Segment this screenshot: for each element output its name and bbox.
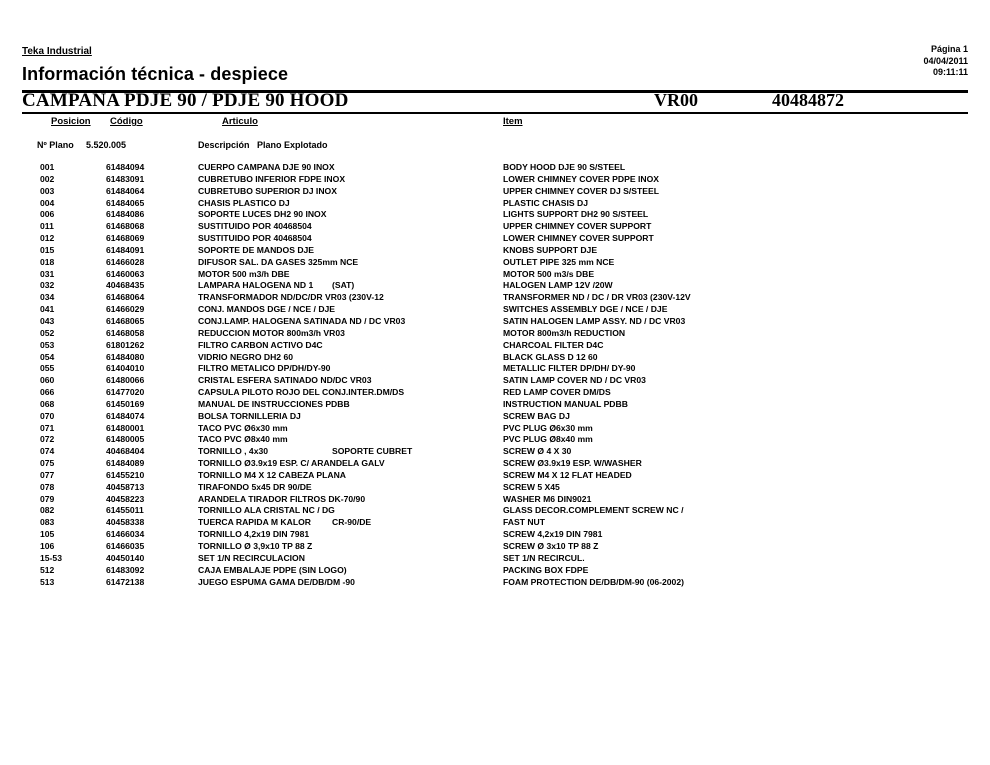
cell-articulo: CUBRETUBO SUPERIOR DJ INOX xyxy=(198,185,337,196)
cell-codigo: 61484086 xyxy=(106,209,145,220)
cell-item: GLASS DECOR.COMPLEMENT SCREW NC / xyxy=(503,505,684,516)
cell-articulo: SOPORTE LUCES DH2 90 INOX xyxy=(198,209,327,220)
cell-item: SCREW Ø 4 X 30 xyxy=(503,446,572,457)
cell-item: METALLIC FILTER DP/DH/ DY-90 xyxy=(503,363,636,374)
table-row xyxy=(0,186,990,198)
table-row xyxy=(0,565,990,577)
cell-codigo: 40458223 xyxy=(106,493,145,504)
cell-codigo: 61480001 xyxy=(106,422,145,433)
cell-item: PLASTIC CHASIS DJ xyxy=(503,197,588,208)
cell-item: UPPER CHIMNEY COVER SUPPORT xyxy=(503,221,652,232)
table-row xyxy=(0,470,990,482)
print-time: 09:11:11 xyxy=(932,67,968,77)
cell-item: LIGHTS SUPPORT DH2 90 S/STEEL xyxy=(503,209,649,220)
cell-articulo: CUERPO CAMPANA DJE 90 INOX xyxy=(198,162,335,172)
table-row xyxy=(0,446,990,458)
cell-codigo: 61801262 xyxy=(106,339,145,350)
cell-posicion: 077 xyxy=(40,469,55,480)
table-row xyxy=(0,577,990,589)
cell-item: PVC PLUG Ø8x40 mm xyxy=(503,434,593,445)
cell-articulo: MANUAL DE INSTRUCCIONES PDBB xyxy=(198,398,350,409)
table-row xyxy=(0,245,990,257)
cell-posicion: 054 xyxy=(40,351,55,362)
cell-item: OUTLET PIPE 325 mm NCE xyxy=(503,256,615,267)
parts-table-body xyxy=(0,162,990,588)
cell-posicion: 074 xyxy=(40,446,55,457)
cell-articulo: FILTRO METALICO DP/DH/DY-90 xyxy=(198,363,331,374)
cell-articulo: CHASIS PLASTICO DJ xyxy=(198,197,290,208)
cell-codigo: 61480066 xyxy=(106,375,145,386)
cell-articulo: SOPORTE DE MANDOS DJE xyxy=(198,244,315,255)
cell-item: FAST NUT xyxy=(503,517,546,528)
cell-item: BLACK GLASS D 12 60 xyxy=(503,351,598,362)
cell-posicion: 031 xyxy=(40,268,55,279)
cell-posicion: 052 xyxy=(40,327,55,338)
cell-posicion: 079 xyxy=(40,493,55,504)
cell-posicion: 012 xyxy=(40,233,55,244)
cell-articulo: TACO PVC Ø8x40 mm xyxy=(198,434,288,445)
table-column-headers xyxy=(0,116,990,130)
cell-articulo-note: (SAT) xyxy=(332,280,355,291)
cell-posicion: 055 xyxy=(40,363,55,374)
cell-item: SCREW M4 X 12 FLAT HEADED xyxy=(503,469,632,480)
cell-item: LOWER CHIMNEY COVER SUPPORT xyxy=(503,233,654,244)
table-row xyxy=(0,304,990,316)
cell-posicion: 072 xyxy=(40,434,55,445)
cell-codigo: 61484089 xyxy=(106,458,145,469)
cell-item: WASHER M6 DIN9021 xyxy=(503,493,592,504)
table-row xyxy=(0,352,990,364)
cell-articulo: TORNILLO ALA CRISTAL NC / DG xyxy=(198,505,335,516)
table-row xyxy=(0,541,990,553)
cell-articulo: TUERCA RAPIDA M KALOR xyxy=(198,517,311,528)
table-row xyxy=(0,328,990,340)
cell-posicion: 004 xyxy=(40,197,55,208)
cell-item: CHARCOAL FILTER D4C xyxy=(503,339,604,350)
model-title-band xyxy=(22,91,968,112)
cell-posicion: 512 xyxy=(40,564,55,575)
cell-posicion: 082 xyxy=(40,505,55,516)
reference-code: 40484872 xyxy=(772,90,844,110)
cell-codigo: 61450169 xyxy=(106,398,145,409)
table-row xyxy=(0,221,990,233)
cell-articulo: SUSTITUIDO POR 40468504 xyxy=(198,221,312,232)
cell-posicion: 105 xyxy=(40,529,55,540)
cell-item: SATIN LAMP COVER ND / DC VR03 xyxy=(503,375,646,386)
cell-item: INSTRUCTION MANUAL PDBB xyxy=(503,398,628,409)
cell-articulo: CAJA EMBALAJE PDPE (SIN LOGO) xyxy=(198,564,347,575)
cell-articulo: TACO PVC Ø6x30 mm xyxy=(198,422,288,433)
cell-codigo: 61477020 xyxy=(106,387,145,398)
cell-item: UPPER CHIMNEY COVER DJ S/STEEL xyxy=(503,185,659,196)
cell-codigo: 61404010 xyxy=(106,363,145,374)
cell-articulo: VIDRIO NEGRO DH2 60 xyxy=(198,351,294,362)
cell-articulo: DIFUSOR SAL. DA GASES 325mm NCE xyxy=(198,256,359,267)
table-row xyxy=(0,423,990,435)
cell-item: HALOGEN LAMP 12V /20W xyxy=(503,280,613,291)
cell-codigo: 61483092 xyxy=(106,564,145,575)
cell-articulo: ARANDELA TIRADOR FILTROS DK-70/90 xyxy=(198,493,366,504)
cell-codigo: 40458338 xyxy=(106,517,145,528)
cell-codigo: 61484074 xyxy=(106,410,145,421)
table-row xyxy=(0,198,990,210)
cell-articulo: TORNILLO Ø3.9x19 ESP. C/ ARANDELA GALV xyxy=(198,458,385,469)
cell-codigo: 61468065 xyxy=(106,315,145,326)
table-row xyxy=(0,174,990,186)
page-title: Información técnica - despiece xyxy=(22,64,289,84)
version-code: VR00 xyxy=(654,90,698,110)
cell-posicion: 068 xyxy=(40,398,55,409)
table-row xyxy=(0,458,990,470)
table-row xyxy=(0,363,990,375)
cell-posicion: 060 xyxy=(40,375,55,386)
table-row xyxy=(0,434,990,446)
cell-posicion: 041 xyxy=(40,304,55,315)
cell-item: FOAM PROTECTION DE/DB/DM-90 (06-2002) xyxy=(503,576,684,587)
cell-posicion: 032 xyxy=(40,280,55,291)
plan-desc-label: Descripción xyxy=(198,140,250,150)
cell-item: LOWER CHIMNEY COVER PDPE INOX xyxy=(503,173,659,184)
column-header-item: Item xyxy=(503,116,523,127)
cell-codigo: 61466035 xyxy=(106,541,145,551)
cell-posicion: 066 xyxy=(40,387,55,398)
cell-codigo: 61455011 xyxy=(106,505,144,516)
cell-posicion: 070 xyxy=(40,410,55,421)
cell-articulo: SUSTITUIDO POR 40468504 xyxy=(198,233,312,244)
cell-item: SATIN HALOGEN LAMP ASSY. ND / DC VR03 xyxy=(503,315,686,326)
plan-info-line xyxy=(0,140,990,154)
cell-codigo: 40450140 xyxy=(106,552,145,563)
cell-articulo-note: SOPORTE CUBRET xyxy=(332,446,413,457)
table-row xyxy=(0,292,990,304)
cell-item: PVC PLUG Ø6x30 mm xyxy=(503,422,593,433)
cell-codigo: 61455210 xyxy=(106,469,145,480)
cell-articulo: JUEGO ESPUMA GAMA DE/DB/DM -90 xyxy=(198,576,355,587)
table-row xyxy=(0,340,990,352)
cell-articulo: TORNILLO Ø 3,9x10 TP 88 Z xyxy=(198,541,313,551)
cell-posicion: 043 xyxy=(40,315,55,326)
cell-codigo: 61466028 xyxy=(106,256,145,267)
cell-articulo: BOLSA TORNILLERIA DJ xyxy=(198,410,301,421)
company-name: Teka Industrial xyxy=(22,46,92,57)
cell-posicion: 075 xyxy=(40,458,55,469)
cell-posicion: 034 xyxy=(40,292,55,303)
cell-item: MOTOR 800m3/h REDUCTION xyxy=(503,327,626,338)
cell-codigo: 61472138 xyxy=(106,576,145,587)
cell-posicion: 078 xyxy=(40,481,55,492)
cell-item: SCREW 4,2x19 DIN 7981 xyxy=(503,529,603,540)
cell-codigo: 61468064 xyxy=(106,292,145,303)
table-row xyxy=(0,482,990,494)
table-row xyxy=(0,257,990,269)
document-header xyxy=(22,46,968,86)
cell-codigo: 61468069 xyxy=(106,233,145,244)
cell-codigo: 61483091 xyxy=(106,173,145,184)
cell-posicion: 003 xyxy=(40,185,55,196)
cell-codigo: 61466029 xyxy=(106,304,145,315)
cell-articulo: CAPSULA PILOTO ROJO DEL CONJ.INTER.DM/DS xyxy=(198,387,405,398)
plan-desc-value: Plano Explotado xyxy=(257,140,328,150)
cell-item: SWITCHES ASSEMBLY DGE / NCE / DJE xyxy=(503,304,668,315)
table-row xyxy=(0,209,990,221)
cell-articulo: CONJ.LAMP. HALOGENA SATINADA ND / DC VR03 xyxy=(198,315,406,326)
cell-articulo: TORNILLO 4,2x19 DIN 7981 xyxy=(198,529,310,540)
table-row xyxy=(0,411,990,423)
table-row xyxy=(0,529,990,541)
table-row xyxy=(0,269,990,281)
cell-articulo: CRISTAL ESFERA SATINADO ND/DC VR03 xyxy=(198,375,372,386)
cell-item: SCREW BAG DJ xyxy=(503,410,570,421)
cell-posicion: 053 xyxy=(40,339,55,350)
cell-item: RED LAMP COVER DM/DS xyxy=(503,387,611,398)
cell-posicion: 106 xyxy=(40,541,55,551)
cell-item: BODY HOOD DJE 90 S/STEEL xyxy=(503,162,626,172)
cell-posicion: 513 xyxy=(40,576,55,587)
model-name: CAMPANA PDJE 90 / PDJE 90 HOOD xyxy=(22,90,349,111)
cell-codigo: 61484091 xyxy=(106,244,145,255)
table-row xyxy=(0,233,990,245)
table-row xyxy=(0,280,990,292)
cell-articulo: FILTRO CARBON ACTIVO D4C xyxy=(198,339,323,350)
cell-posicion: 011 xyxy=(40,221,54,232)
cell-item: MOTOR 500 m3/s DBE xyxy=(503,268,595,279)
column-header-codigo: Código xyxy=(110,116,143,127)
table-row xyxy=(0,375,990,387)
cell-posicion: 071 xyxy=(40,422,55,433)
cell-articulo-note: CR-90/DE xyxy=(332,517,372,528)
cell-codigo: 61484064 xyxy=(106,185,145,196)
cell-posicion: 015 xyxy=(40,244,55,255)
cell-articulo: SET 1/N RECIRCULACION xyxy=(198,552,305,563)
cell-posicion: 083 xyxy=(40,517,55,528)
cell-posicion: 15-53 xyxy=(40,552,62,563)
cell-posicion: 018 xyxy=(40,256,55,267)
cell-posicion: 001 xyxy=(40,162,55,172)
plan-number: 5.520.005 xyxy=(86,140,127,150)
column-header-posicion: Posicion xyxy=(51,116,91,127)
cell-item: SCREW Ø 3x10 TP 88 Z xyxy=(503,541,599,551)
cell-articulo: LAMPARA HALOGENA ND 1 xyxy=(198,280,314,291)
divider-bottom xyxy=(22,112,968,114)
cell-codigo: 61484080 xyxy=(106,351,145,362)
cell-articulo: MOTOR 500 m3/h DBE xyxy=(198,268,290,279)
table-row xyxy=(0,316,990,328)
cell-item: SCREW 5 X45 xyxy=(503,481,560,492)
cell-codigo: 40468404 xyxy=(106,446,145,457)
table-row xyxy=(0,387,990,399)
cell-codigo: 61484065 xyxy=(106,197,145,208)
cell-codigo: 61468058 xyxy=(106,327,145,338)
table-row xyxy=(0,399,990,411)
cell-articulo: TORNILLO M4 X 12 CABEZA PLANA xyxy=(198,469,347,480)
table-row xyxy=(0,505,990,517)
plan-label: Nº Plano xyxy=(37,140,74,150)
column-header-articulo: Articulo xyxy=(222,116,258,127)
cell-articulo: CONJ. MANDOS DGE / NCE / DJE xyxy=(198,304,336,315)
cell-posicion: 002 xyxy=(40,173,55,184)
cell-codigo: 40468435 xyxy=(106,280,145,291)
table-row xyxy=(0,494,990,506)
cell-item: TRANSFORMER ND / DC / DR VR03 (230V-12V xyxy=(503,292,691,303)
cell-codigo: 40458713 xyxy=(106,481,145,492)
cell-item: SET 1/N RECIRCUL. xyxy=(503,552,585,563)
cell-item: PACKING BOX FDPE xyxy=(503,564,589,575)
cell-articulo: REDUCCION MOTOR 800m3/h VR03 xyxy=(198,327,345,338)
cell-posicion: 006 xyxy=(40,209,55,220)
cell-codigo: 61468068 xyxy=(106,221,145,232)
cell-articulo: TORNILLO , 4x30 xyxy=(198,446,269,457)
cell-articulo: TIRAFONDO 5x45 DR 90/DE xyxy=(198,481,312,492)
table-row xyxy=(0,553,990,565)
cell-codigo: 61484094 xyxy=(106,162,145,172)
header-meta xyxy=(923,44,968,79)
print-date: 04/04/2011 xyxy=(923,55,968,66)
cell-articulo: TRANSFORMADOR ND/DC/DR VR03 (230V-12 xyxy=(198,292,384,303)
table-row xyxy=(0,517,990,529)
cell-articulo: CUBRETUBO INFERIOR FDPE INOX xyxy=(198,173,346,184)
cell-item: SCREW Ø3.9x19 ESP. W/WASHER xyxy=(503,458,642,469)
page-number: Página 1 xyxy=(930,44,968,54)
cell-item: KNOBS SUPPORT DJE xyxy=(503,244,598,255)
cell-codigo: 61460063 xyxy=(106,268,145,279)
table-row xyxy=(0,162,990,174)
cell-codigo: 61480005 xyxy=(106,434,145,445)
cell-codigo: 61466034 xyxy=(106,529,145,540)
